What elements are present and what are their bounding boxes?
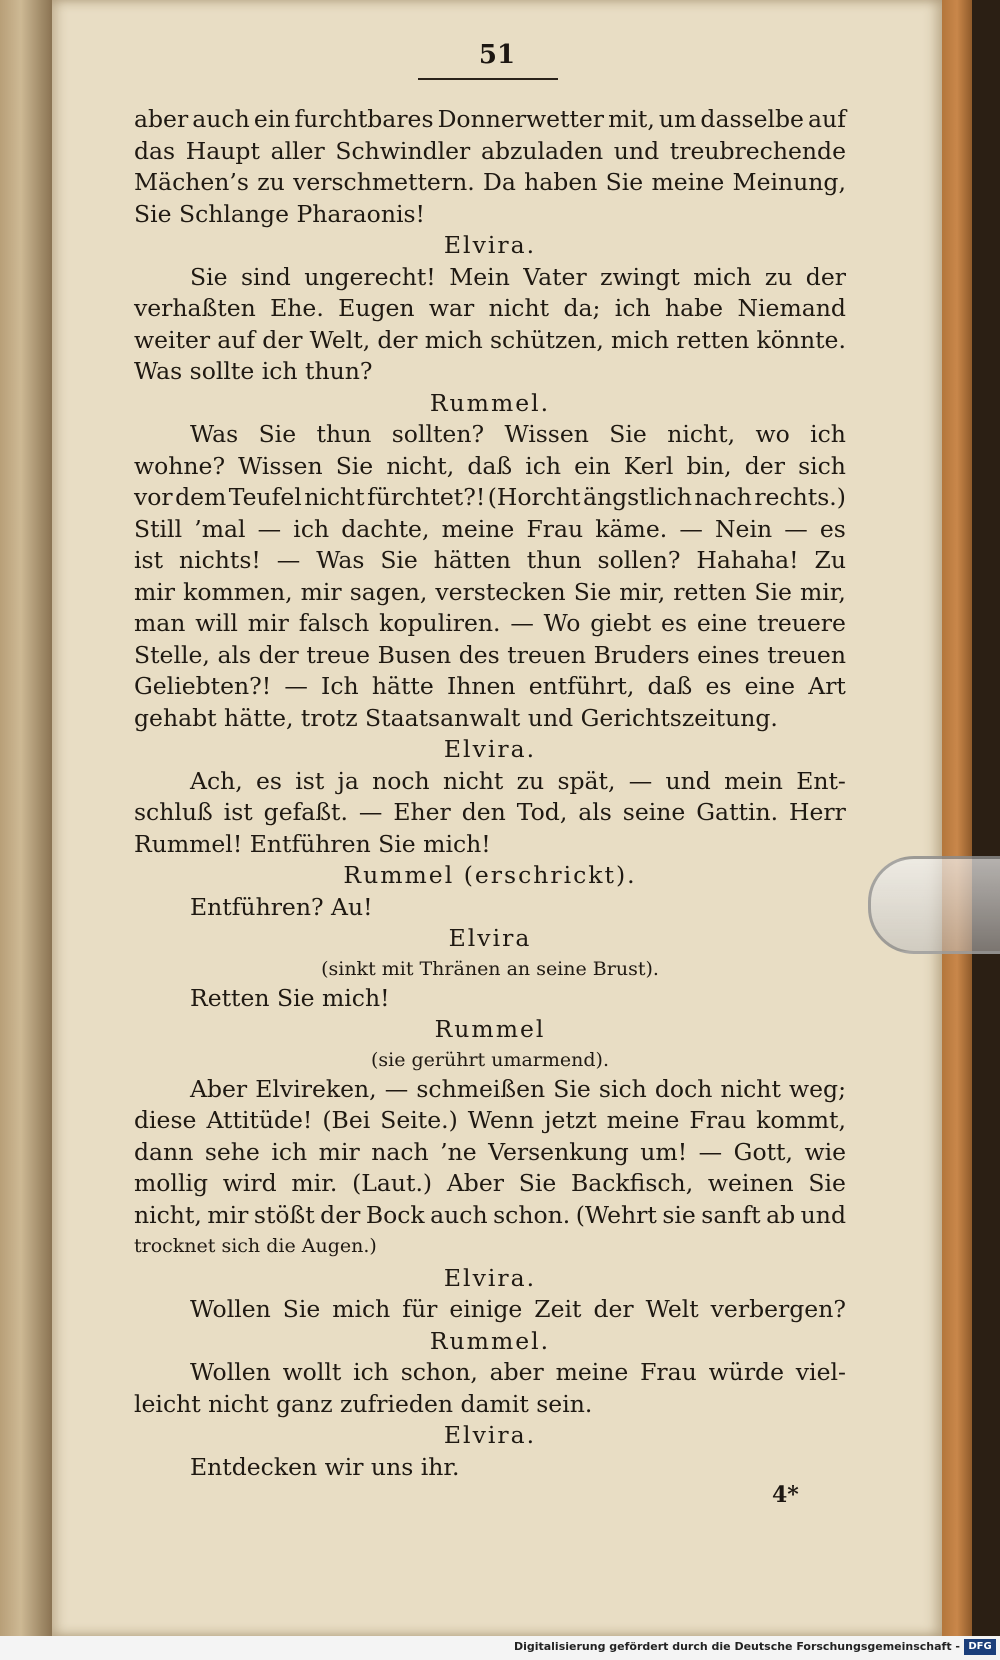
- text-line: weiter auf der Welt, der mich schützen, mich retten könnte.: [134, 325, 846, 354]
- text-line: nicht, mir stößt der Bock auch schon. (Wehrt sie sanft ab und: [134, 1200, 846, 1229]
- speaker-name: Elvira.: [443, 1421, 537, 1449]
- stage-direction: (sinkt mit Thränen an seine Brust).: [321, 957, 659, 980]
- text-line: das Haupt aller Schwindler abzuladen und treubrechende: [134, 136, 846, 165]
- text-line: diese Attitüde! (Bei Seite.) Wenn jetzt meine Frau kommt,: [134, 1106, 846, 1134]
- text-line: ist nichts! — Was Sie hätten thun sollen? Hahaha! Zu: [134, 546, 846, 574]
- text-line: Rummel! Entführen Sie mich!: [134, 829, 491, 858]
- text-line: vor dem Teufel nicht fürchtet?! (Horcht ängstlich nach rechts.): [134, 483, 846, 511]
- text-line: Entführen? Au!: [190, 892, 373, 921]
- text-line: Mächen’s zu verschmettern. Da haben Sie meine Meinung,: [134, 168, 846, 196]
- text-line: Sie Schlange Pharaonis!: [134, 199, 425, 228]
- text-line: Retten Sie mich!: [190, 983, 390, 1012]
- page-clip: [868, 856, 1000, 954]
- text-line: Wollen Sie mich für einige Zeit der Welt verbergen?: [190, 1295, 846, 1323]
- text-line: Sie sind ungerecht! Mein Vater zwingt mich zu der: [190, 262, 846, 291]
- book-cover-edge: [942, 0, 972, 1636]
- text-line: gehabt hätte, trotz Staatsanwalt und Gerichtszeitung.: [134, 703, 778, 732]
- scan-background: [972, 0, 1000, 1636]
- left-page-edge: [0, 0, 52, 1660]
- text-line: Aber Elvireken, — schmeißen Sie sich doch nicht weg;: [190, 1074, 846, 1103]
- text-line: Still ’mal — ich dachte, meine Frau käme. — Nein — es: [134, 514, 846, 543]
- text-line: leicht nicht ganz zufrieden damit sein.: [134, 1389, 593, 1418]
- speaker-name: Elvira.: [443, 1263, 537, 1292]
- text-line: trocknet sich die Augen.): [134, 1235, 377, 1257]
- text-line: Stelle, als der treue Busen des treuen Bruders eines treuen: [134, 640, 846, 669]
- book-page: [52, 0, 942, 1636]
- speaker-name: Elvira.: [443, 231, 537, 259]
- dfg-logo: DFG: [964, 1639, 996, 1655]
- text-line: schluß ist gefaßt. — Eher den Tod, als seine Gattin. Herr: [134, 798, 846, 826]
- text-line: verhaßten Ehe. Eugen war nicht da; ich habe Niemand: [134, 294, 846, 322]
- stage-direction: (sie gerührt umarmend).: [370, 1048, 610, 1071]
- signature-mark: 4*: [772, 1482, 799, 1508]
- footer-credit: Digitalisierung gefördert durch die Deutsche Forschungsgemeinschaft -: [513, 1640, 960, 1653]
- speaker-name: Elvira: [448, 924, 532, 952]
- speaker-name: Rummel: [434, 1015, 546, 1043]
- text-line: man will mir falsch kopuliren. — Wo giebt es eine treuere: [134, 609, 846, 637]
- header-rule: [418, 78, 558, 80]
- speaker-name: Rummel.: [429, 1326, 551, 1355]
- text-line: mollig wird mir. (Laut.) Aber Sie Backfisch, weinen Sie: [134, 1169, 846, 1197]
- page-number: 51: [478, 40, 516, 70]
- text-line: dann sehe ich mir nach ’ne Versenkung um! — Gott, wie: [134, 1137, 846, 1166]
- speaker-name: Rummel.: [429, 388, 551, 417]
- text-line: Geliebten?! — Ich hätte Ihnen entführt, daß es eine Art: [134, 672, 846, 700]
- text-line: wohne? Wissen Sie nicht, daß ich ein Kerl bin, der sich: [134, 451, 846, 480]
- text-line: Entdecken wir uns ihr.: [190, 1452, 460, 1481]
- text-line: Was Sie thun sollten? Wissen Sie nicht, wo ich: [190, 420, 846, 448]
- text-line: aber auch ein furchtbares Donnerwetter mit, um dasselbe auf: [134, 105, 846, 133]
- text-line: Ach, es ist ja noch nicht zu spät, — und mein Ent-: [190, 766, 846, 795]
- speaker-name: Elvira.: [443, 735, 537, 763]
- speaker-name: Rummel (erschrickt).: [343, 861, 637, 889]
- text-line: Wollen wollt ich schon, aber meine Frau würde viel-: [190, 1358, 846, 1386]
- text-line: Was sollte ich thun?: [134, 357, 373, 385]
- text-line: mir kommen, mir sagen, verstecken Sie mir, retten Sie mir,: [134, 577, 846, 606]
- footer-bar: [0, 1636, 1000, 1660]
- page-text: [134, 104, 846, 1483]
